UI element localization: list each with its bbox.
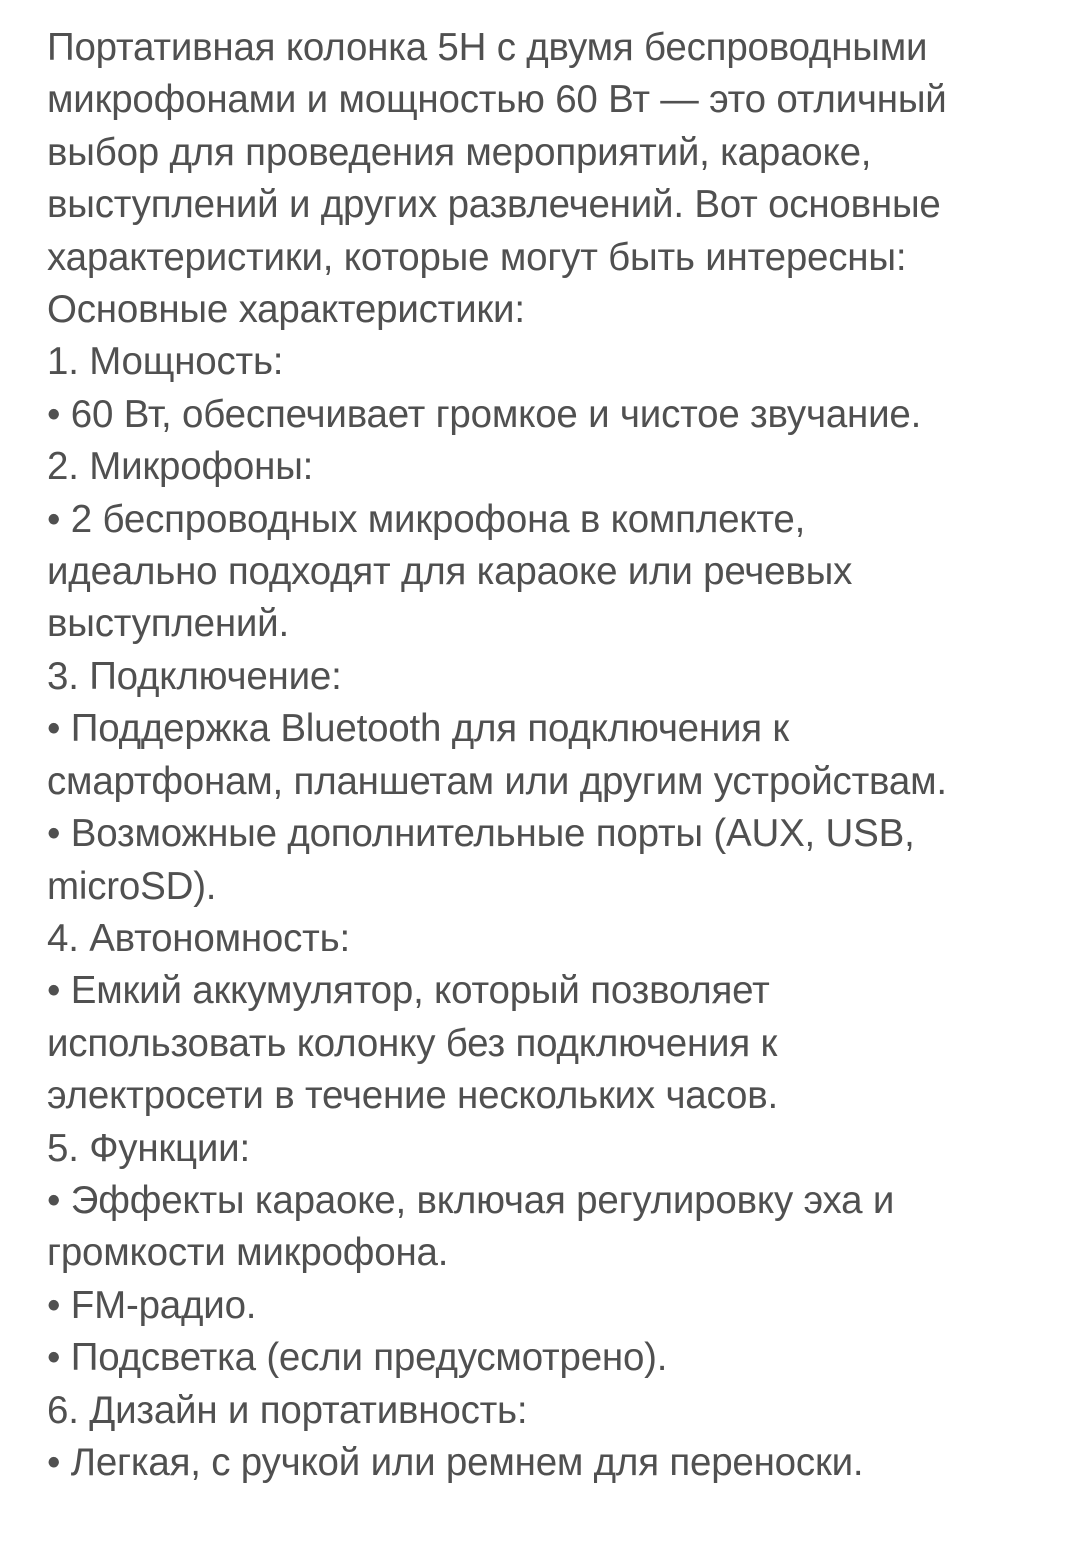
text-line: выбор для проведения мероприятий, караоке,	[47, 130, 872, 174]
text-line: идеально подходят для караоке или речевых	[47, 550, 853, 594]
list-heading: 2. Микрофоны:	[47, 445, 314, 489]
bullet-item: • Эффекты караоке, включая регулировку эха и	[47, 1178, 895, 1222]
list-heading: 3. Подключение:	[47, 654, 342, 698]
bullet-item: • Емкий аккумулятор, который позволяет	[47, 969, 770, 1013]
text-line: характеристики, которые могут быть интересны:	[47, 235, 907, 279]
bullet-item: • Поддержка Bluetooth для подключения к	[47, 707, 790, 751]
list-heading: 5. Функции:	[47, 1126, 250, 1170]
list-heading: 6. Дизайн и портативность:	[47, 1388, 528, 1432]
text-line: микрофонами и мощностью 60 Вт — это отличный	[47, 78, 947, 122]
message-text	[47, 22, 1057, 1489]
bullet-item: • Возможные дополнительные порты (AUX, USB,	[47, 812, 915, 856]
bullet-item: • FM-радио.	[47, 1283, 257, 1327]
bullet-item: • 2 беспроводных микрофона в комплекте,	[47, 497, 806, 541]
list-heading: 4. Автономность:	[47, 916, 350, 960]
bullet-item: • Подсветка (если предусмотрено).	[47, 1336, 668, 1380]
text-line: выступлений.	[47, 602, 289, 646]
text-line: смартфонам, планшетам или другим устройствам.	[47, 759, 947, 803]
bullet-item: • Легкая, с ручкой или ремнем для переноски.	[47, 1440, 864, 1484]
text-line: громкости микрофона.	[47, 1231, 449, 1275]
text-line: microSD).	[47, 864, 217, 908]
text-line: электросети в течение нескольких часов.	[47, 1074, 778, 1118]
bullet-item: • 60 Вт, обеспечивает громкое и чистое звучание.	[47, 392, 922, 436]
text-line: использовать колонку без подключения к	[47, 1021, 778, 1065]
section-heading: Основные характеристики:	[47, 288, 525, 332]
text-line: выступлений и других развлечений. Вот основные	[47, 183, 941, 227]
list-heading: 1. Мощность:	[47, 340, 284, 384]
text-line: Портативная колонка 5Н с двумя беспроводными	[47, 26, 928, 69]
